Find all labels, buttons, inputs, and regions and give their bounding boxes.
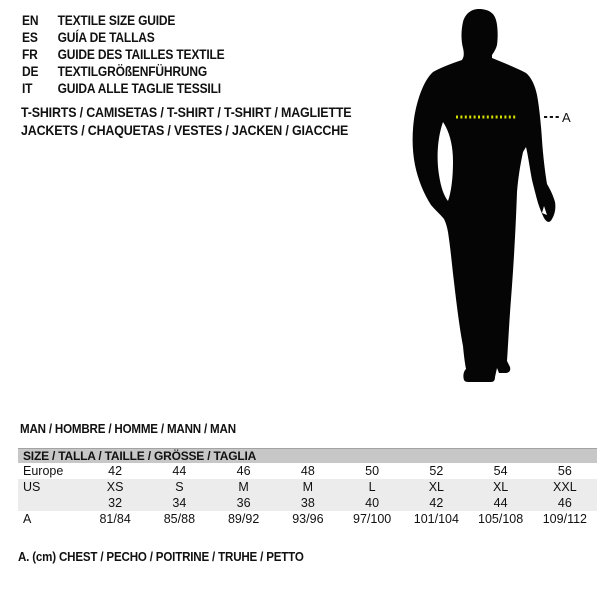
- lang-label: GUIDE DES TAILLES TEXTILE: [57, 47, 225, 62]
- lang-code: FR: [22, 47, 38, 62]
- lang-label: GUÍA DE TALLAS: [57, 30, 155, 45]
- size-cell: 32: [108, 496, 123, 510]
- size-cell: 85/88: [163, 512, 196, 526]
- size-cell: 46: [236, 464, 251, 478]
- table-row-us-numeric: [18, 495, 597, 511]
- size-cell: 81/84: [99, 512, 131, 526]
- size-cell: XL: [428, 480, 445, 494]
- size-cell: 44: [493, 496, 508, 510]
- size-cell: 44: [172, 464, 187, 478]
- size-cell: 40: [365, 496, 380, 510]
- section-title-man: MAN / HOMBRE / HOMME / MANN / MAN: [20, 421, 236, 436]
- size-table-header: SIZE / TALLA / TAILLE / GRÖSSE / TAGLIA: [18, 448, 597, 463]
- size-cell: 36: [236, 496, 251, 510]
- lang-code: EN: [22, 13, 39, 28]
- size-cell: 46: [557, 496, 572, 510]
- row-label: US: [23, 480, 41, 494]
- size-cell: M: [238, 480, 249, 494]
- size-cell: XS: [106, 480, 124, 494]
- lang-code: DE: [22, 64, 39, 79]
- size-cell: 89/92: [227, 512, 260, 526]
- size-cell: 97/100: [353, 512, 392, 526]
- man-silhouette: [413, 9, 556, 382]
- table-row-europe: [18, 463, 597, 479]
- size-cell: 101/104: [413, 512, 459, 526]
- size-cell: S: [175, 480, 184, 494]
- lang-row-it: [22, 80, 224, 97]
- size-cell: M: [302, 480, 314, 494]
- lang-row-en: [22, 12, 224, 29]
- lang-row-es: [22, 29, 224, 46]
- size-cell: 105/108: [478, 512, 524, 526]
- row-label: [18, 495, 83, 511]
- size-cell: 38: [300, 496, 315, 510]
- size-cell: 34: [172, 496, 187, 510]
- lang-label: TEXTILE SIZE GUIDE: [57, 13, 176, 28]
- category-line-tshirts: T-SHIRTS / CAMISETAS / T-SHIRT / T-SHIRT / MAGLIETTE: [21, 104, 352, 120]
- measurement-legend: A. (cm) CHEST / PECHO / POITRINE / TRUHE / PETTO: [18, 549, 304, 564]
- size-guide-figure: [395, 0, 600, 400]
- measure-label-a: A: [562, 110, 571, 125]
- lang-row-de: [22, 63, 224, 80]
- category-line-jackets: JACKETS / CHAQUETAS / VESTES / JACKEN / GIACCHE: [21, 121, 349, 138]
- lang-code: ES: [22, 30, 38, 45]
- lang-row-fr: [22, 46, 224, 63]
- table-row-us: [18, 479, 597, 495]
- size-cell: XXL: [553, 480, 577, 494]
- lang-code: IT: [22, 81, 33, 96]
- category-titles: [21, 104, 351, 139]
- size-cell: 50: [365, 464, 380, 478]
- size-cell: 42: [108, 464, 123, 478]
- lang-label: TEXTILGRÖßENFÜHRUNG: [57, 64, 208, 79]
- lang-label: GUIDA ALLE TAGLIE TESSILI: [57, 81, 221, 96]
- size-cell: 93/96: [292, 512, 324, 526]
- size-cell: L: [368, 480, 376, 494]
- size-cell: 54: [493, 464, 508, 478]
- row-label: A: [23, 512, 32, 526]
- size-cell: 52: [429, 464, 444, 478]
- row-label: Europe: [23, 464, 64, 478]
- table-row-chest-cm: [18, 511, 597, 527]
- size-cell: 109/112: [542, 512, 587, 526]
- size-cell: 56: [557, 464, 572, 478]
- size-cell: XL: [492, 480, 509, 494]
- size-cell: 48: [300, 464, 315, 478]
- language-guide-list: [22, 12, 224, 97]
- size-table: [18, 448, 597, 527]
- size-cell: 42: [429, 496, 444, 510]
